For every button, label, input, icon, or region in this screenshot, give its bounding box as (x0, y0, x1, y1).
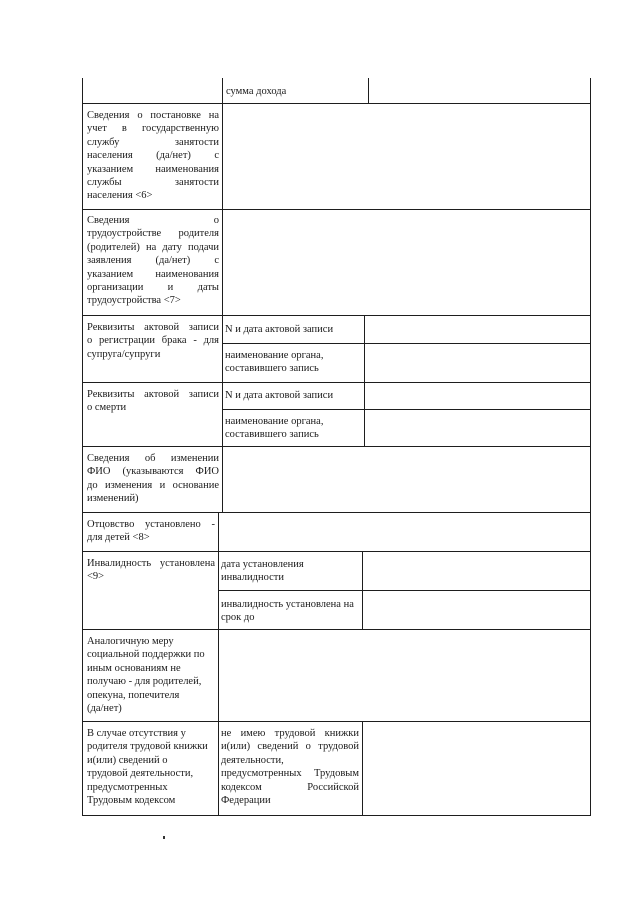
marriage-record-number-label: N и дата актовой записи (225, 324, 334, 335)
income-sum-field[interactable] (370, 80, 588, 102)
death-record-authority-field[interactable] (366, 411, 588, 445)
name-change-label: Сведения об изменении ФИО (указываются ФИО до изменения и основание изменений) (87, 453, 219, 505)
employment-center-field[interactable] (224, 105, 588, 207)
income-sum-label: сумма дохода (226, 86, 287, 97)
disability-date-label: дата установления инвалидности (221, 559, 304, 584)
disability-date-field[interactable] (364, 553, 588, 589)
similar-support-field[interactable] (220, 631, 588, 720)
disability-label: Инвалидность установлена <9> (87, 558, 215, 583)
marriage-record-authority-label: наименование органа, составившего запись (225, 350, 324, 375)
marriage-record-authority-field[interactable] (366, 345, 588, 381)
death-record-number-field[interactable] (366, 384, 588, 408)
scan-speck (163, 836, 165, 839)
parent-employment-field[interactable] (224, 211, 588, 313)
paternity-label: Отцовство установлено - для детей <8> (87, 519, 215, 544)
disability-term-label: инвалидность установлена на срок до (221, 599, 354, 624)
disability-term-field[interactable] (364, 592, 588, 628)
similar-support-label: Аналогичную меру социальной поддержки по иным основаниям не получаю - для родителей, опекуна, попечителя (да/нет) (87, 636, 205, 715)
name-change-field[interactable] (224, 448, 588, 511)
death-record-label: Реквизиты актовой записи о смерти (87, 389, 219, 414)
work-book-field[interactable] (364, 723, 588, 814)
marriage-record-number-field[interactable] (366, 317, 588, 342)
employment-center-label: Сведения о постановке на учет в государственную службу занятости населения (да/нет) с указанием наименования службы занятости населения <6> (87, 110, 219, 202)
work-book-label: В случае отсутствия у родителя трудовой книжки и(или) сведений о трудовой деятельности, предусмотренных Трудовым кодексом (87, 728, 208, 807)
paternity-field[interactable] (220, 514, 588, 550)
marriage-record-label: Реквизиты актовой записи о регистрации брака - для супруга/супруги (87, 322, 219, 360)
death-record-authority-label: наименование органа, составившего запись (225, 416, 324, 441)
work-book-statement: не имею трудовой книжки и(или) сведений о трудовой деятельности, предусмотренных Трудовым кодексом Российской Федерации (221, 728, 359, 807)
death-record-number-label: N и дата актовой записи (225, 390, 334, 401)
parent-employment-label: Сведения о трудоустройстве родителя (родителей) на дату подачи заявления (да/нет) с указанием наименования организации и даты трудоустройства <7> (87, 215, 219, 307)
